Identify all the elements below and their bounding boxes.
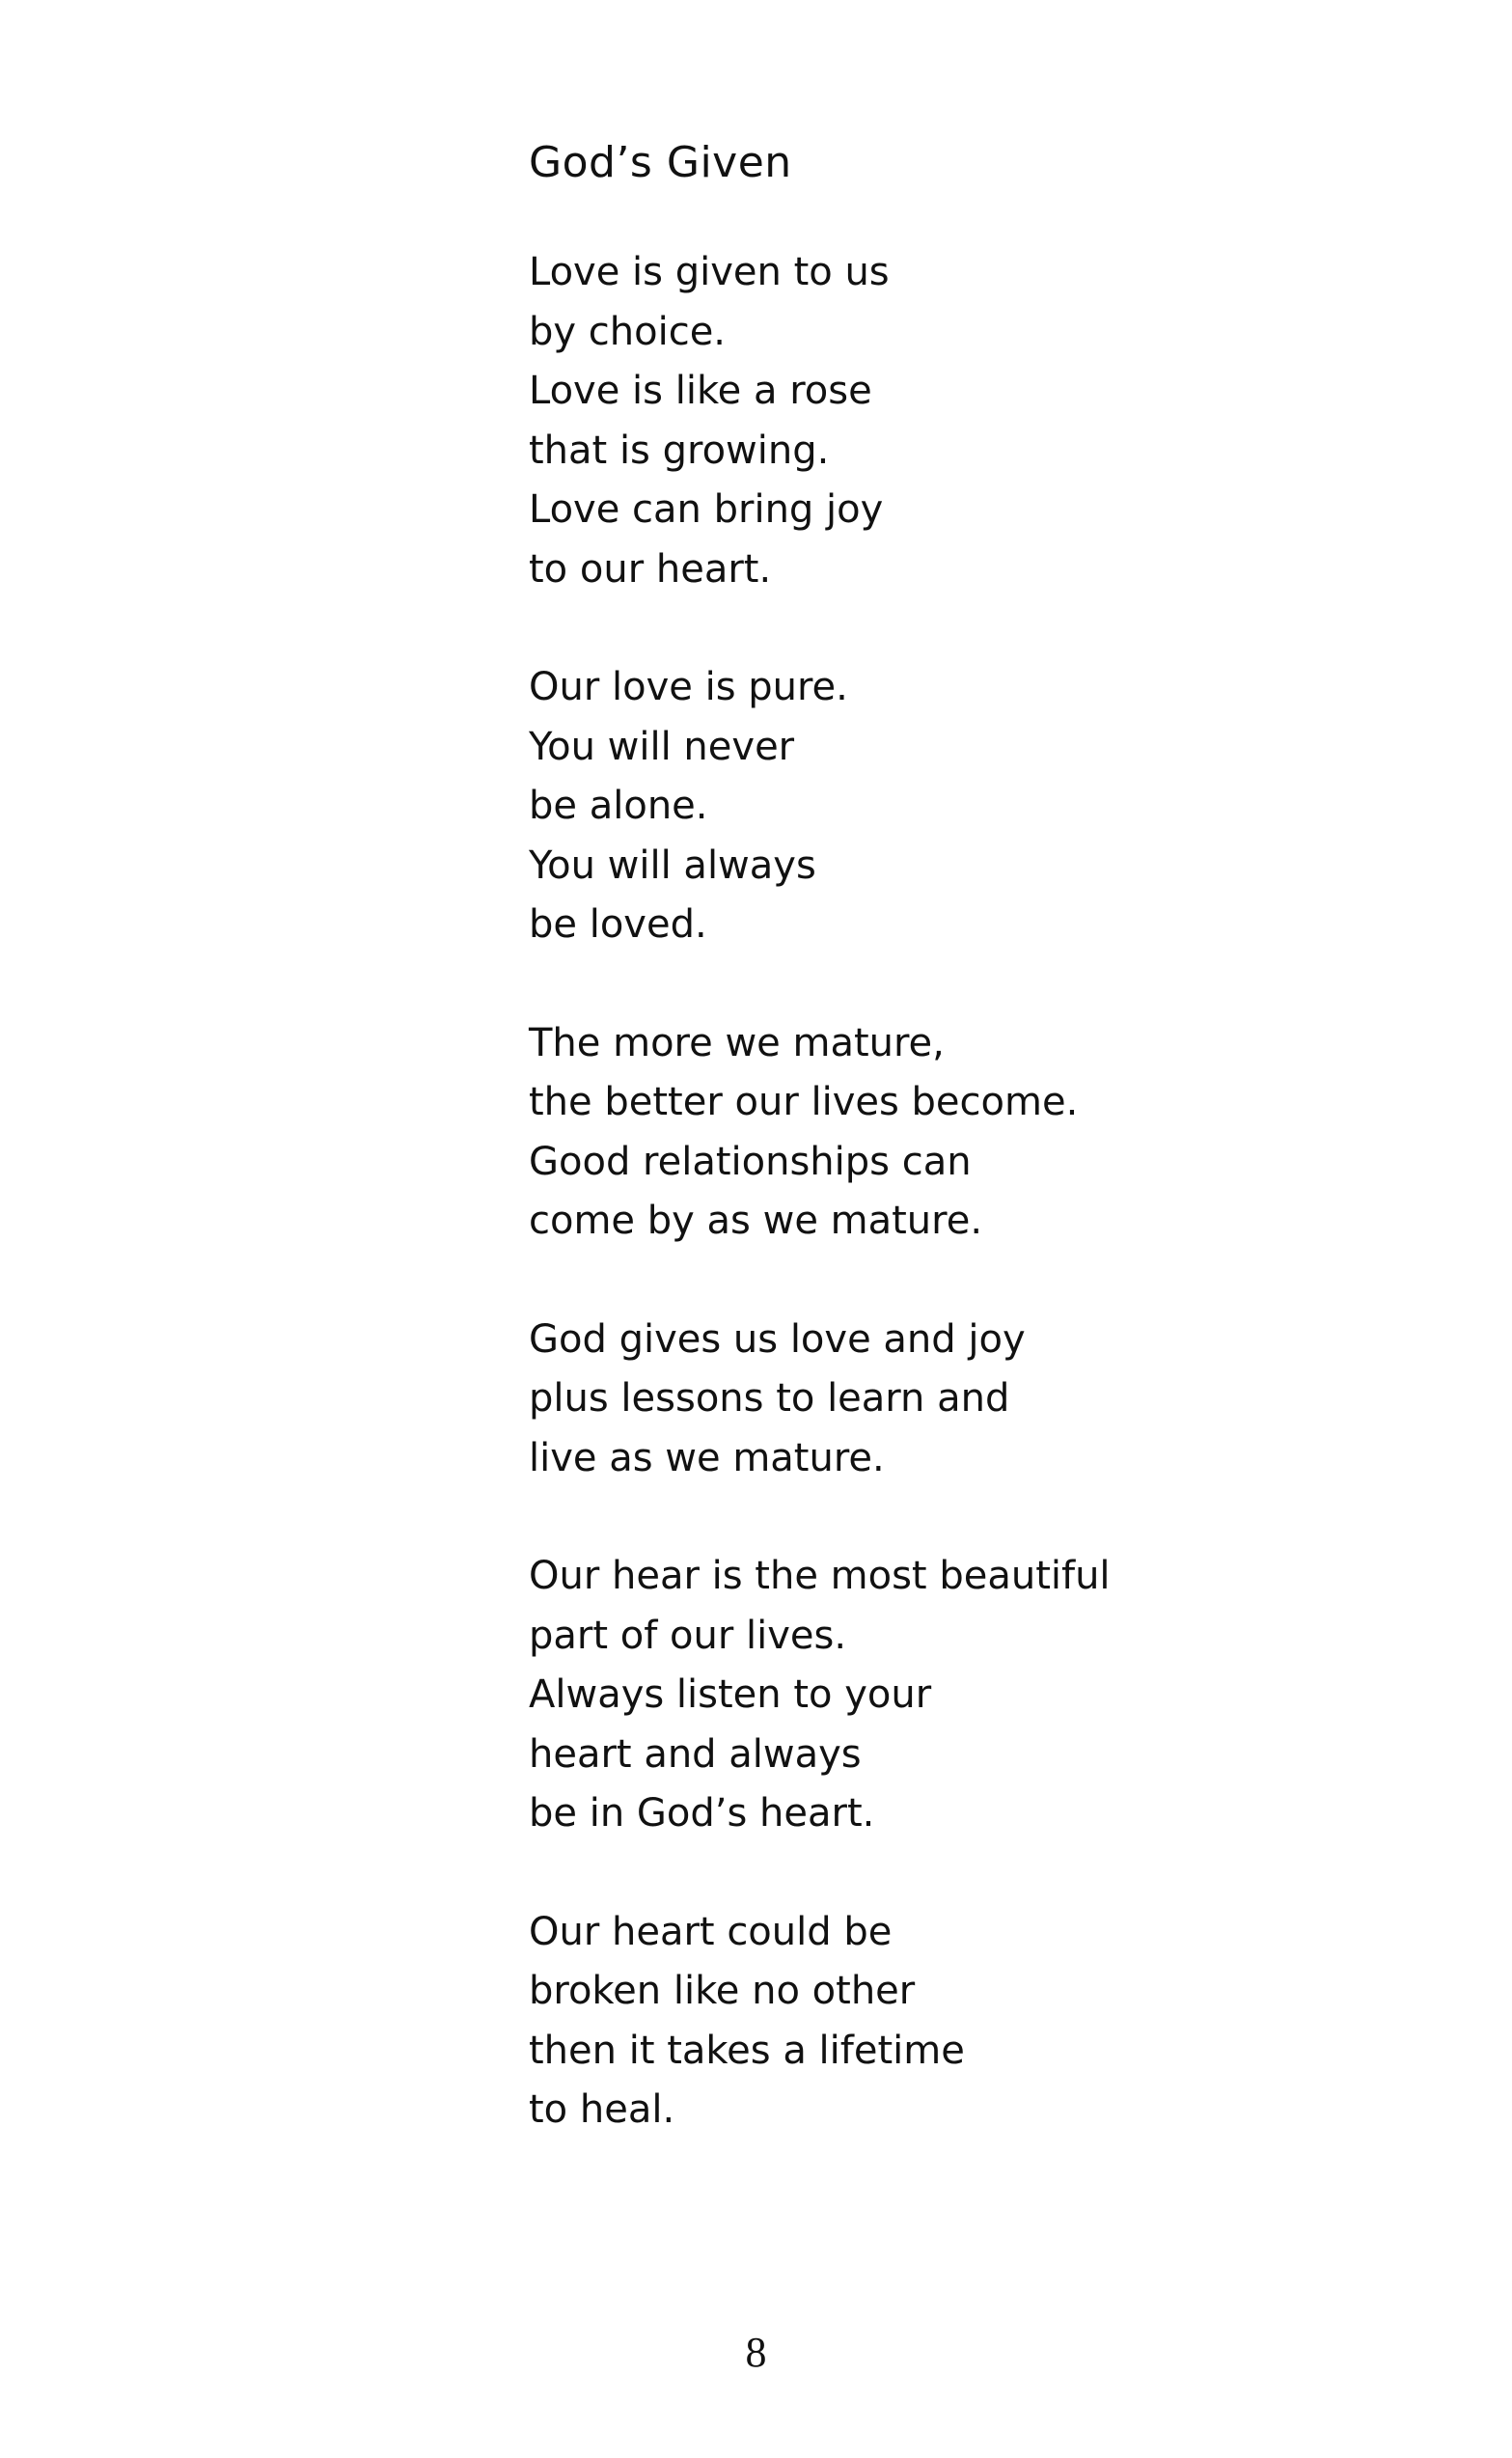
poem-line: Our love is pure. [529, 665, 848, 709]
poem-line: Love can bring joy [529, 487, 884, 532]
poem-line: be loved. [529, 902, 707, 947]
poem-line: be alone. [529, 784, 708, 828]
stanza-5 [529, 1547, 1262, 1844]
poem-line: Good relationships can [529, 1139, 972, 1184]
stanza-1 [529, 243, 1262, 599]
poem-line: broken like no other [529, 1969, 916, 2013]
stanza-3 [529, 1014, 1262, 1252]
poem-line: then it takes a lifetime [529, 2028, 965, 2073]
poem-line: Our heart could be [529, 1909, 893, 1954]
poem-line: You will always [529, 842, 816, 888]
poem-line: the better our lives become. [529, 1080, 1079, 1124]
poem-line: Love is given to us [529, 250, 890, 294]
poem-line: part of our lives. [529, 1613, 847, 1658]
poem-line: be in God’s heart. [529, 1791, 875, 1836]
poem-line: that is growing. [529, 428, 830, 473]
poem-line: to our heart. [529, 546, 772, 592]
poem-line: The more we mature, [529, 1020, 945, 1065]
poem-line: to heal. [529, 2087, 675, 2132]
poem-line: come by as we mature. [529, 1199, 983, 1243]
stanza-4 [529, 1311, 1262, 1489]
poem-line: by choice. [529, 309, 727, 354]
stanza-2 [529, 658, 1262, 955]
poem-line: heart and always [529, 1731, 862, 1777]
poem-line: Love is like a rose [529, 369, 872, 413]
poem-line: You will never [529, 724, 795, 769]
poem-line: Always listen to your [529, 1672, 932, 1717]
poem-line: live as we mature. [529, 1435, 885, 1480]
page-number: 8 [745, 2329, 767, 2376]
poem-line: plus lessons to learn and [529, 1376, 1010, 1421]
poem [529, 135, 1262, 2199]
poem-line: God gives us love and joy [529, 1316, 1026, 1362]
poem-line: Our hear is the most beautiful [529, 1554, 1111, 1598]
poem-title: God’s Given [529, 138, 792, 187]
stanza-6 [529, 1903, 1262, 2140]
